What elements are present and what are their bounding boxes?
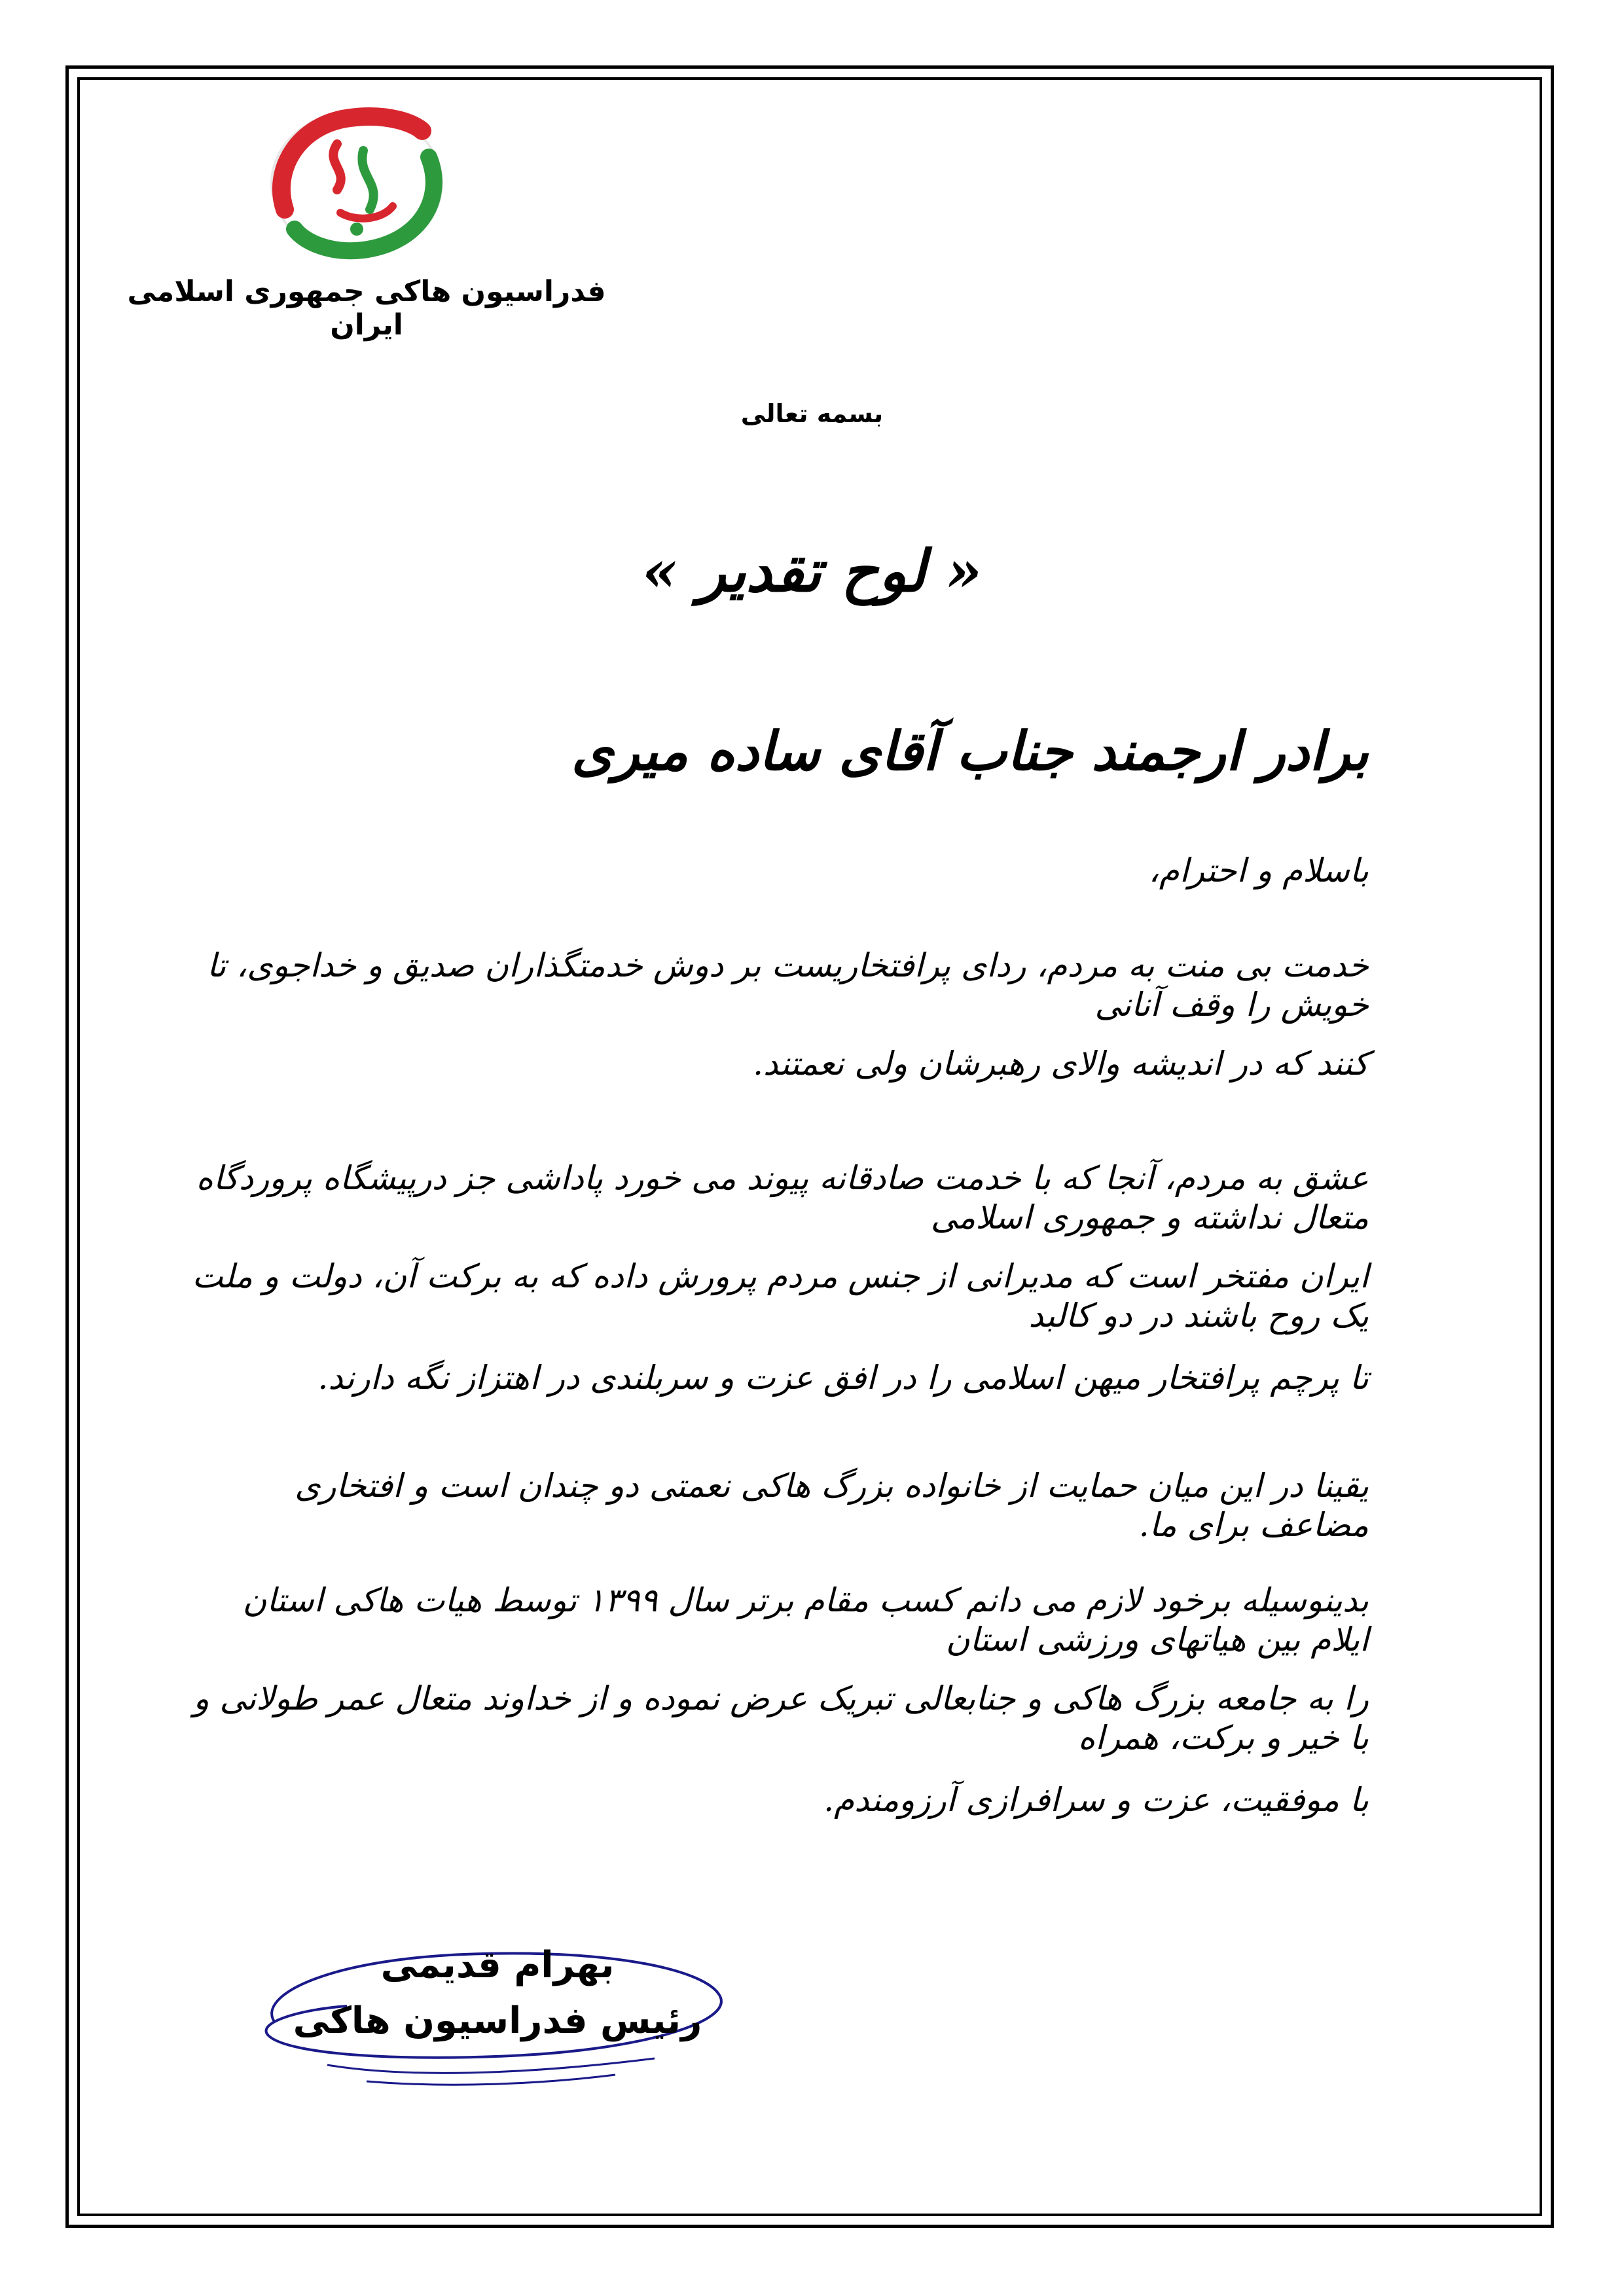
paragraph-1-line-1: خدمت بی منت به مردم، ردای پرافتخاریست بر دوش خدمتگذاران صدیق و خداجوی، تا خویش را وقف آنانی (207, 946, 1369, 1024)
paragraph-1-line-2: کنند که در اندیشه والای رهبرشان ولی نعمتند. (753, 1045, 1369, 1083)
document-title: « لوح تقدیر » (641, 537, 983, 605)
page-border-inner (77, 77, 1542, 2216)
signature-block (249, 1924, 746, 2101)
paragraph-2-line-3: تا پرچم پرافتخار میهن اسلامی را در افق عزت و سربلندی در اهتزاز نگه دارند. (317, 1359, 1369, 1397)
paragraph-3-line-1: یقینا در این میان حمایت از خانواده بزرگ هاکی نعمتی دو چندان است و افتخاری مضاعف برای ما. (295, 1467, 1369, 1544)
paragraph-4-line-3: با موفقیت، عزت و سرافرازی آرزومندم. (823, 1781, 1369, 1819)
basmala-heading: بسمه تعالی (740, 399, 884, 428)
paragraph-2-line-2: ایران مفتخر است که مدیرانی از جنس مردم پرورش داده که به برکت آن، دولت و ملت یک روح باشند در دو کالبد (192, 1257, 1369, 1335)
paragraph-4-line-2: را به جامعه بزرگ هاکی و جنابعالی تبریک عرض نموده و از خداوند متعال عمر طولانی و با خیر و برکت، همراه (193, 1679, 1369, 1757)
paragraph-2-line-1: عشق به مردم، آنجا که با خدمت صادقانه پیوند می خورد پاداشی جز درپیشگاه پروردگاه متعال نداشته و جمهوری اسلامی (196, 1159, 1369, 1236)
organization-name: فدراسیون هاکی جمهوری اسلامی ایران (127, 275, 606, 342)
paragraph-4-line-1: بدینوسیله برخود لازم می دانم کسب مقام برتر سال ۱۳۹۹ توسط هیات هاکی استان ایلام بین هیاتهای ورزشی استان (242, 1581, 1369, 1659)
greeting-line: باسلام و احترام، (1148, 852, 1369, 889)
signatory-name: بهرام قدیمی (380, 1944, 615, 1986)
federation-logo-icon (259, 98, 455, 268)
recipient-line: برادر ارجمند جناب آقای ساده میری (571, 720, 1369, 783)
signatory-title: رئیس فدراسیون هاکی (293, 2000, 702, 2042)
